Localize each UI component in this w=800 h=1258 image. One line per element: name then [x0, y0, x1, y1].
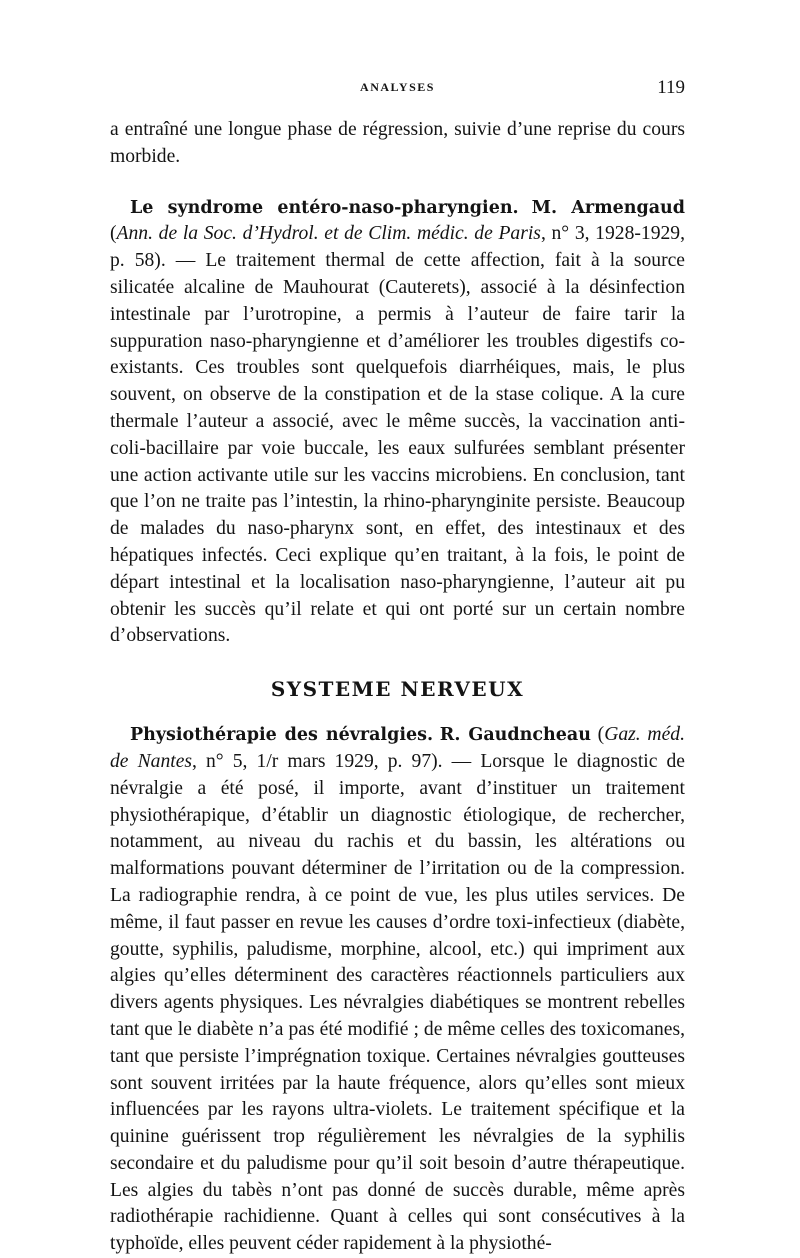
abstract-body: — Lorsque le diagnostic de névralgie a été posé, il importe, avant d’instituer un traitement physiothérapique, d’établir un diagnostic étiologique, de rechercher, notamment, au niveau du rachis et du bassin, les altérations ou malformations pouvant déterminer de l’irritation ou de la compression. La radiographie rendra, à ce point de vue, les plus utiles services. De même, il faut passer en revue les causes d’ordre toxi-infectieux (diabète, goutte, syphilis, paludisme, morphine, alcool, etc.) qui impriment aux algies qu’elles déterminent des caractères réactionnels particuliers aux divers agents physiques. Les névralgies diabétiques se montrent rebelles tant que le diabète n’a pas été modifié ; de même celles des toxicomanes, tant que persiste l’imprégnation toxique. Certaines névralgies goutteuses sont souvent irritées par la haute fréquence, alors qu’elles sont mieux influencées par les rayons ultra-violets. Le traitement spécifique et la quinine guérissent trop régulièrement les névralgies de la syphilis secondaire et du paludisme pour qu’il soit besoin d’autre thérapeutique. Les algies du tabès n’ont pas donné de succès durable, même après radiothérapie rachidienne. Quant à celles qui sont consécutives à la typhoïde, elles peuvent céder rapidement à la physiothé- — [110, 750, 685, 1255]
abstract-title: Le syndrome entéro-naso-pharyngien. — [130, 197, 519, 218]
citation-details: , n° 5, 1/r mars 1929, p. 97). — [192, 750, 443, 772]
page-number: 119 — [657, 77, 685, 98]
citation-open: ( — [110, 223, 117, 245]
citation-open: ( — [597, 724, 605, 746]
abstract-gauducheau — [110, 722, 685, 1258]
page-header — [110, 78, 685, 100]
abstract-author: R. Gaudncheau — [439, 725, 591, 746]
abstract-armengaud — [110, 195, 685, 651]
citation-journal: Ann. de la Soc. d’Hydrol. et de Clim. médic. de Paris — [116, 223, 541, 245]
page-content — [110, 117, 685, 1258]
carryover-paragraph: a entraîné une longue phase de régression, suivie d’une reprise du cours morbide. — [110, 119, 685, 167]
citation-details: , n° 3, 1928-1929, p. 58). — [110, 223, 685, 272]
abstract-author: M. Armengaud — [531, 197, 685, 218]
running-title: ANALYSES — [360, 80, 435, 94]
citation-journal: Gaz. méd. de Nantes — [110, 724, 685, 772]
abstract-title: Physiothérapie des névralgies. — [130, 725, 434, 746]
abstract-body: — Le traitement thermal de cette affection, fait à la source silicatée alcaline de Mauhourat (Cauterets), associé à la désinfection intestinale par l’urotropine, a permis à l’auteur de faire tarir la suppuration naso-pharyngienne et d’améliorer les troubles digestifs co-existants. Ces troubles sont quelquefois diarrhéiques, mais, le plus souvent, on observe de la constipation et de la stase colique. A la cure thermale l’auteur a associé, avec le même succès, la vaccination anti-coli-bacillaire par voie buccale, les eaux sulfurées semblant présenter une action activante utile sur les vaccins microbiens. En conclusion, tant que l’on ne traite pas l’intestin, la rhino-pharynginite persiste. Beaucoup de malades du naso-pharynx sont, en effet, des intestinaux et des hépatiques infectés. Ceci explique qu’en traitant, à la fois, le point de départ intestinal et la localisation naso-pharyngienne, l’auteur ait pu obtenir les succès qu’il relate et qui ont porté sur un certain nombre d’observations. — [110, 250, 685, 647]
section-heading: SYSTEME NERVEUX — [270, 677, 525, 702]
